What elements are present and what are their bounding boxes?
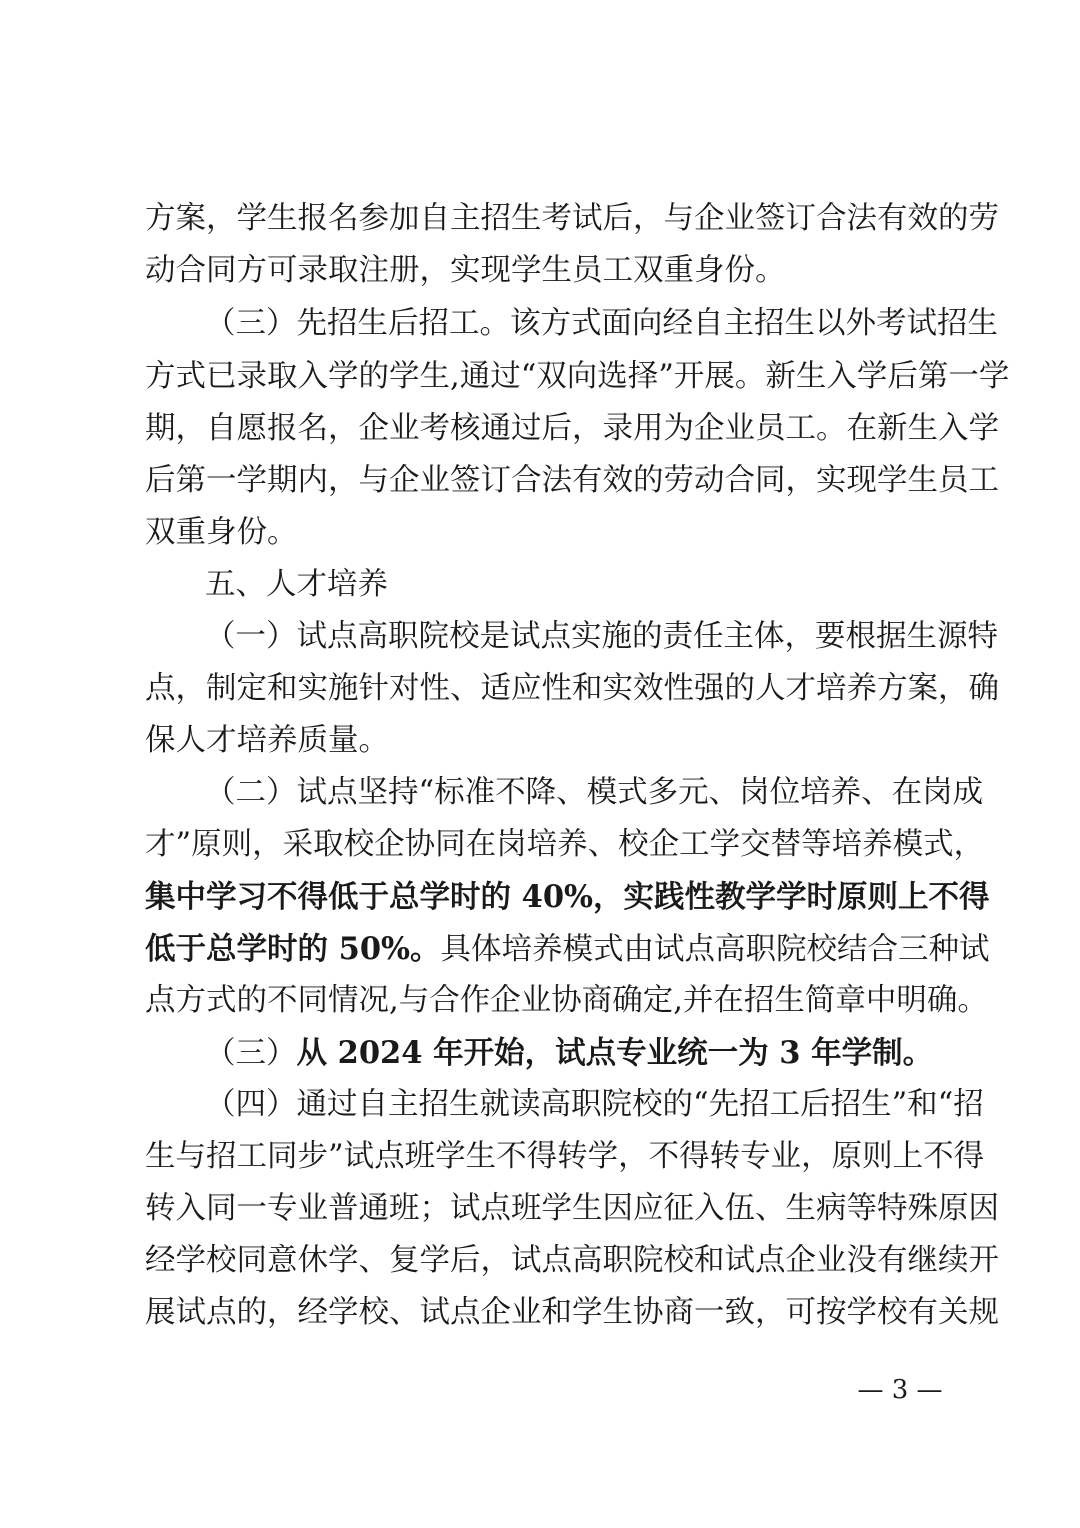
mixed-text-line [205, 1033, 945, 1073]
bold-text-run: 从 2024 年开始，试点专业统一为 3 年学制。 [296, 1035, 934, 1071]
text-line: 保人才培养质量。 [145, 723, 389, 758]
text-run: 具体培养模式由试点高职院校结合三种试 [440, 932, 990, 967]
text-line: 转入同一专业普通班；试点班学生因应征入伍、生病等特殊原因 [145, 1191, 999, 1226]
text-line: 才”原则，采取校企协同在岗培养、校企工学交替等培养模式， [145, 827, 985, 862]
bold-text-line: 集中学习不得低于总学时的 40%，实践性教学学时原则上不得 [145, 879, 990, 915]
text-line: 点方式的不同情况,与合作企业协商确定,并在招生简章中明确。 [145, 983, 988, 1018]
mixed-text-line [145, 929, 990, 969]
text-line: 动合同方可录取注册，实现学生员工双重身份。 [145, 253, 786, 288]
text-line: （三）先招生后招工。该方式面向经自主招生以外考试招生 [205, 306, 998, 341]
text-line: （二）试点坚持“标准不降、模式多元、岗位培养、在岗成 [205, 775, 984, 810]
text-line: 方案，学生报名参加自主招生考试后，与企业签订合法有效的劳 [145, 201, 999, 236]
text-line: （四）通过自主招生就读高职院校的“先招工后招生”和“招 [205, 1087, 984, 1122]
text-run: （三） [205, 1036, 297, 1071]
text-line: 展试点的，经学校、试点企业和学生协商一致，可按学校有关规 [145, 1295, 999, 1330]
text-line: 经学校同意休学、复学后，试点高职院校和试点企业没有继续开 [145, 1243, 999, 1278]
section-heading: 五、人才培养 [205, 567, 388, 602]
page-number: — 3 — [857, 1375, 943, 1405]
text-line: 双重身份。 [145, 515, 298, 550]
text-line: （一）试点高职院校是试点实施的责任主体，要根据生源特 [205, 619, 998, 654]
text-line: 方式已录取入学的学生,通过“双向选择”开展。新生入学后第一学 [145, 359, 1010, 394]
text-line: 期，自愿报名，企业考核通过后，录用为企业员工。在新生入学 [145, 411, 999, 446]
text-line: 点，制定和实施针对性、适应性和实效性强的人才培养方案，确 [145, 671, 999, 706]
text-line: 后第一学期内，与企业签订合法有效的劳动合同，实现学生员工 [145, 463, 999, 498]
bold-text-run: 低于总学时的 50%。 [145, 931, 441, 967]
text-line: 生与招工同步”试点班学生不得转学，不得转专业，原则上不得 [145, 1139, 985, 1174]
